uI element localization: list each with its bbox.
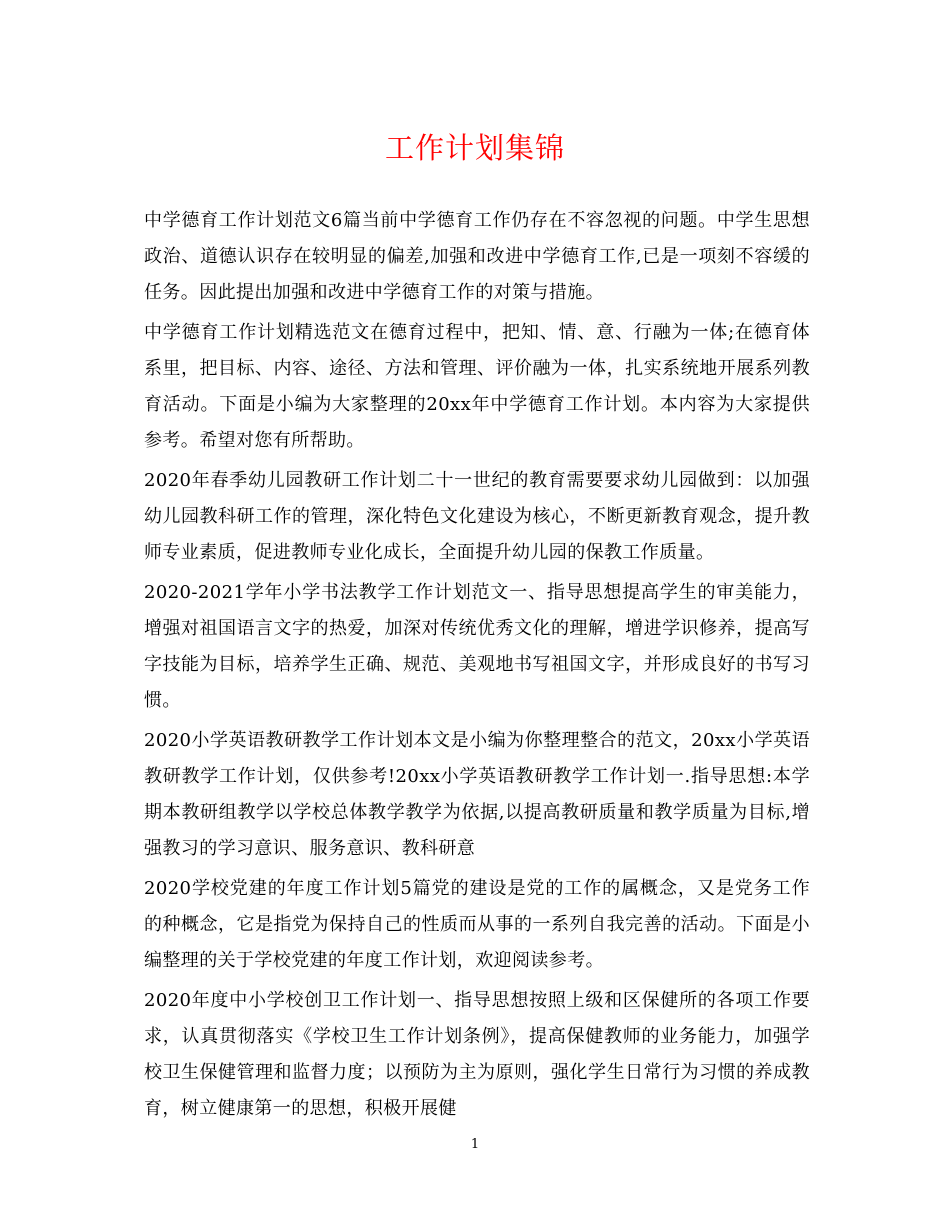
page-number: 1 <box>470 1137 480 1152</box>
paragraph-kindergarten-plan: 2020年春季幼儿园教研工作计划二十一世纪的教育需要要求幼儿园做到：以加强幼儿园教科研工作的管理，深化特色文化建设为核心，不断更新教育观念，提升教师专业素质，促进教师专业化成长，全面提升幼儿园的保教工作质量。 <box>144 470 810 563</box>
paragraph-moral-education-plan-1: 中学德育工作计划范文6篇当前中学德育工作仍存在不容忽视的问题。中学生思想政治、道德认识存在较明显的偏差,加强和改进中学德育工作,已是一项刻不容缓的任务。因此提出加强和改进中学德育工作的对策与措施。 <box>144 210 810 303</box>
paragraph-moral-education-plan-2: 中学德育工作计划精选范文在德育过程中，把知、情、意、行融为一体;在德育体系里，把目标、内容、途径、方法和管理、评价融为一体，扎实系统地开展系列教育活动。下面是小编为大家整理的20xx年中学德育工作计划。本内容为大家提供参考。希望对您有所帮助。 <box>144 322 810 451</box>
paragraph-hygiene-plan: 2020年度中小学校创卫工作计划一、指导思想按照上级和区保健所的各项工作要求，认真贯彻落实《学校卫生工作计划条例》，提高保健教师的业务能力，加强学校卫生保健管理和监督力度；以预防为主为原则，强化学生日常行为习惯的养成教育，树立健康第一的思想，积极开展健 <box>144 990 810 1119</box>
page-title: 工作计划集锦 <box>384 131 565 165</box>
paragraph-calligraphy-plan: 2020-2021学年小学书法教学工作计划范文一、指导思想提高学生的审美能力，增强对祖国语言文字的热爱，加深对传统优秀文化的理解，增进学识修养，提高写字技能为目标，培养学生正确、规范、美观地书写祖国文字，并形成良好的书写习惯。 <box>144 582 810 711</box>
paragraph-party-building-plan: 2020学校党建的年度工作计划5篇党的建设是党的工作的属概念，又是党务工作的种概念，它是指党为保持自己的性质而从事的一系列自我完善的活动。下面是小编整理的关于学校党建的年度工作计划，欢迎阅读参考。 <box>144 878 810 971</box>
paragraph-english-plan: 2020小学英语教研教学工作计划本文是小编为你整理整合的范文，20xx小学英语教研教学工作计划，仅供参考!20xx小学英语教研教学工作计划一.指导思想:本学期本教研组教学以学校总体教学教学为依据,以提高教研质量和教学质量为目标,增强教习的学习意识、服务意识、教科研意 <box>144 730 810 859</box>
document-body <box>144 203 810 1131</box>
